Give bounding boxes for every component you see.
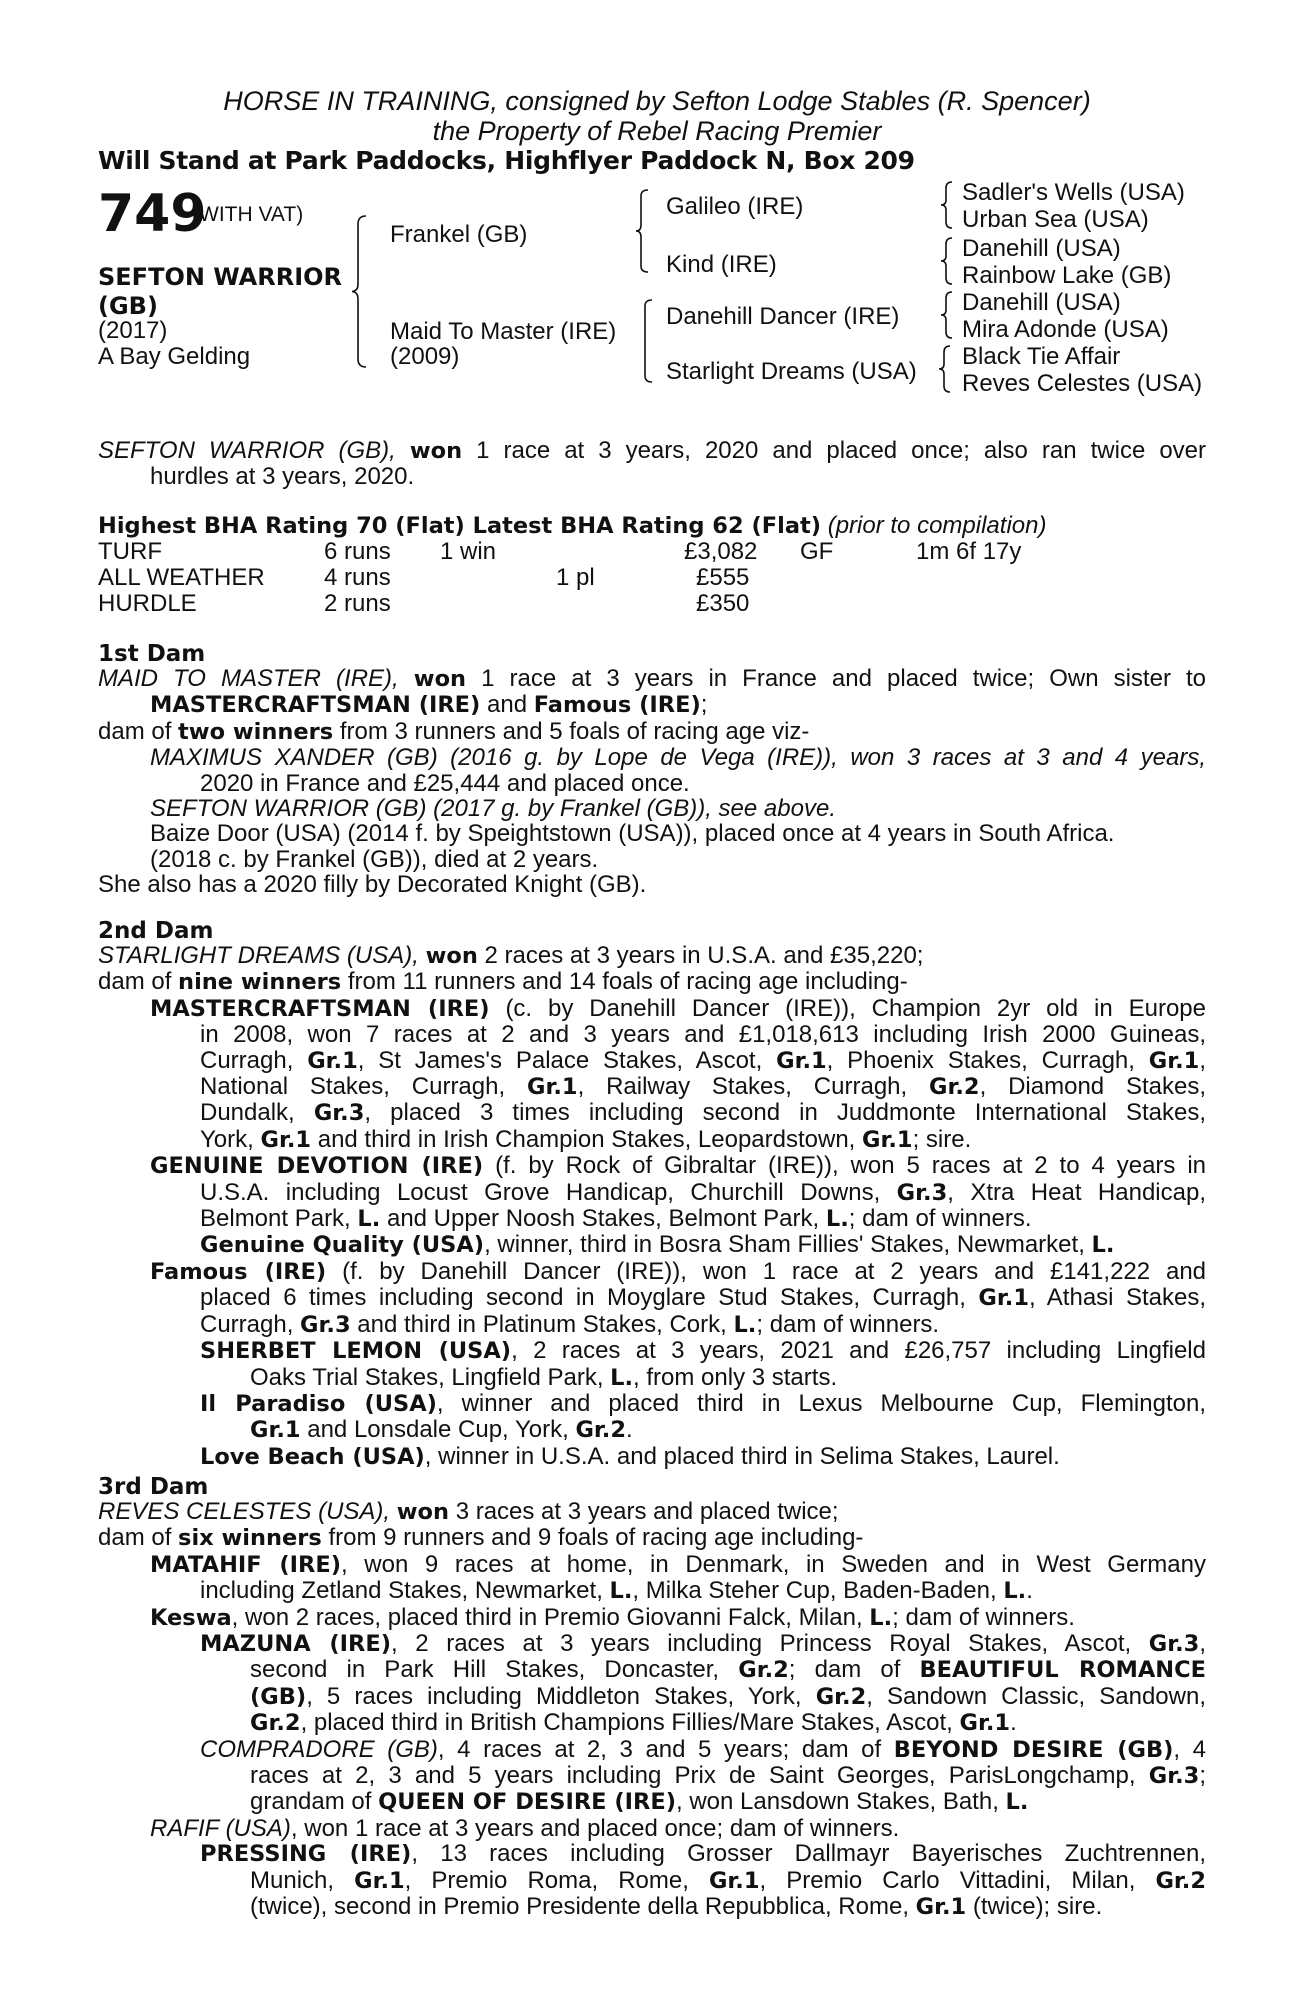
text-run: , placed 3 times including second in Juddmonte International Stakes,	[364, 1099, 1206, 1127]
first-dam-heading: 1st Dam	[98, 641, 206, 667]
row-hurdle-runs: 2 runs	[324, 590, 391, 617]
horse-name-line1: SEFTON WARRIOR	[98, 263, 343, 291]
text-run: SEFTON WARRIOR (GB) (2017 g. by Frankel (GB)), see above.	[150, 795, 836, 823]
text-run: and third in Platinum Stakes, Cork,	[357, 1310, 727, 1338]
text-line	[98, 796, 1206, 821]
text-run: MAXIMUS XANDER (GB) (2016 g. by Lope de Vega (IRE)), won 3 races at 3 and 4 years,	[150, 744, 1206, 772]
second-dam-heading: 2nd Dam	[98, 918, 214, 944]
horse-name	[98, 263, 368, 321]
text-run: , won Lansdown Stakes, Bath,	[676, 1788, 999, 1816]
text-run: (twice); sire.	[972, 1893, 1103, 1921]
pedigree-g6: Mira Adonde (USA)	[962, 316, 1169, 343]
text-run: Dundalk,	[200, 1099, 295, 1127]
text-run: dam of	[98, 1524, 172, 1552]
text-line	[98, 692, 1206, 718]
text-run: 1 race at 3 years in France and placed twice; Own sister to	[481, 665, 1207, 692]
pedigree-g2: Urban Sea (USA)	[962, 206, 1149, 233]
text-run: Belmont Park,	[200, 1205, 351, 1233]
text-run: second in Park Hill Stakes, Doncaster,	[250, 1656, 720, 1684]
text-run: ;	[700, 691, 708, 719]
text-run: Famous (IRE)	[150, 1258, 327, 1285]
text-line	[98, 1127, 1206, 1153]
text-run: L.	[1005, 1789, 1029, 1816]
text-line	[98, 1868, 1206, 1894]
text-run: , 2 races at 3 years, 2021 and £26,757 including Lingfield	[511, 1337, 1206, 1365]
row-turf-distance: 1m 6f 17y	[916, 538, 1022, 565]
text-run: ,	[1199, 1630, 1206, 1658]
text-run: L.	[609, 1578, 633, 1605]
text-run: , Railway Stakes, Curragh,	[577, 1073, 908, 1101]
text-run: MAID TO MASTER (IRE),	[98, 665, 399, 692]
horse-year: (2017)	[98, 317, 168, 344]
text-run: , Athasi Stakes,	[1028, 1284, 1207, 1312]
text-run: Gr.1	[915, 1894, 967, 1921]
text-run: MATAHIF (IRE)	[150, 1551, 342, 1578]
row-turf-going: GF	[800, 538, 834, 565]
race-summary	[98, 438, 1206, 490]
text-line	[98, 1631, 1206, 1657]
text-run: Gr.2	[1155, 1867, 1207, 1894]
row-turf-prize: £3,082	[684, 538, 758, 565]
text-run: from 3 runners and 5 foals of racing age viz-	[339, 717, 810, 745]
text-run: L.	[1091, 1232, 1115, 1259]
text-run: ; dam of	[788, 1656, 901, 1684]
text-run: .	[1010, 1709, 1017, 1737]
text-run: and Upper Noosh Stakes, Belmont Park,	[386, 1205, 820, 1233]
stand-location: Will Stand at Park Paddocks, Highflyer Paddock N, Box 209	[98, 146, 915, 175]
text-run: STARLIGHT DREAMS (USA),	[98, 942, 419, 969]
text-line	[98, 1578, 1206, 1604]
text-run: , 2 races at 3 years including Princess Royal Stakes, Ascot,	[391, 1630, 1132, 1658]
text-run: Gr.3	[313, 1100, 365, 1127]
text-run: (twice), second in Premio Presidente della Repubblica, Rome,	[250, 1893, 909, 1921]
pedigree-brace-g56	[940, 290, 960, 340]
text-run: ; dam of winners.	[848, 1205, 1032, 1233]
text-line	[98, 1048, 1206, 1074]
pedigree-brace-g78	[938, 344, 958, 394]
text-run: Gr.2	[250, 1710, 301, 1737]
pedigree-g1: Sadler's Wells (USA)	[962, 179, 1185, 206]
third-dam-text	[98, 1499, 1206, 1921]
text-run: , Diamond Stakes,	[979, 1073, 1207, 1101]
text-run: PRESSING (IRE)	[200, 1841, 412, 1868]
pedigree-brace-g34	[940, 236, 960, 286]
text-run: Famous (IRE)	[533, 692, 701, 719]
row-turf-surface: TURF	[98, 538, 162, 565]
text-line	[98, 719, 1206, 745]
text-line	[98, 1365, 1206, 1391]
text-line	[98, 1074, 1206, 1100]
text-run: Gr.2	[738, 1657, 789, 1684]
text-run: Gr.1	[862, 1126, 913, 1153]
text-run: SEFTON WARRIOR (GB),	[98, 437, 396, 464]
pedigree-g7: Black Tie Affair	[962, 343, 1121, 370]
pedigree-dam-year: (2009)	[390, 343, 460, 370]
third-dam-heading: 3rd Dam	[98, 1474, 209, 1500]
text-run: Curragh,	[200, 1046, 294, 1074]
row-turf-wins: 1 win	[440, 538, 497, 565]
text-run: ; sire.	[912, 1125, 972, 1153]
text-run: Gr.3	[1148, 1763, 1200, 1790]
text-run: , Premio Carlo Vittadini, Milan,	[759, 1866, 1136, 1894]
text-run: Gr.1	[527, 1074, 578, 1101]
text-run: BEAUTIFUL ROMANCE	[919, 1657, 1206, 1684]
text-run: ; dam of winners.	[756, 1310, 940, 1338]
text-run: L.	[869, 1604, 893, 1631]
pedigree-sire-dam: Kind (IRE)	[666, 251, 777, 278]
text-run: , 4	[1173, 1735, 1206, 1763]
text-run: Gr.3	[300, 1311, 351, 1338]
text-run: Curragh,	[200, 1310, 294, 1338]
text-run: Gr.1	[776, 1047, 827, 1074]
text-run: York,	[200, 1125, 254, 1153]
text-run: , won 2 races, placed third in Premio Giovanni Falck, Milan,	[231, 1603, 863, 1631]
text-run: 1 race at 3 years, 2020 and placed once; also ran twice over	[476, 437, 1207, 464]
text-line	[98, 1417, 1206, 1443]
text-run: won	[413, 666, 467, 692]
text-run: MASTERCRAFTSMAN (IRE)	[150, 995, 490, 1022]
pedigree-dam: Maid To Master (IRE)	[390, 318, 617, 345]
text-run: Gr.3	[1148, 1631, 1200, 1658]
text-run: , winner in U.S.A. and placed third in Selima Stakes, Laurel.	[424, 1442, 1060, 1470]
text-line	[98, 969, 1206, 995]
text-line	[98, 1259, 1206, 1285]
row-turf-runs: 6 runs	[324, 538, 391, 565]
text-run: MAZUNA (IRE)	[200, 1631, 392, 1658]
text-run: BEYOND DESIRE (GB)	[893, 1736, 1174, 1763]
text-run: (GB)	[250, 1683, 307, 1710]
text-run: GENUINE DEVOTION (IRE)	[150, 1153, 484, 1180]
text-run: Gr.2	[929, 1074, 980, 1101]
lot-number: 749	[98, 184, 207, 244]
text-run: two winners	[178, 718, 334, 745]
text-run: Love Beach (USA)	[200, 1443, 425, 1470]
text-line: Baize Door (USA) (2014 f. by Speightstown (USA)), placed once at 4 years in South Africa.	[150, 820, 1115, 848]
text-run: Gr.3	[896, 1179, 948, 1206]
text-run: six winners	[178, 1525, 322, 1552]
text-run: 2 races at 3 years in U.S.A. and £35,220;	[484, 942, 924, 969]
text-run: 3 races at 3 years and placed twice;	[455, 1498, 839, 1525]
horse-name-line2: (GB)	[98, 292, 158, 320]
pedigree-g5: Danehill (USA)	[962, 289, 1121, 316]
text-line	[98, 666, 1206, 692]
pedigree-sire: Frankel (GB)	[390, 221, 528, 248]
text-line	[98, 1180, 1206, 1206]
text-line	[98, 1338, 1206, 1364]
text-line	[98, 1894, 1206, 1920]
text-run: , 5 races including Middleton Stakes, York,	[306, 1682, 802, 1710]
text-line	[98, 943, 1206, 969]
text-run: and third in Irish Champion Stakes, Leopardstown,	[317, 1125, 856, 1153]
text-run: Gr.1	[260, 1126, 312, 1153]
text-line	[98, 438, 1206, 464]
pedigree-brace-g12	[940, 180, 960, 230]
vat-note: (WITH VAT)	[192, 203, 304, 226]
header-property: the Property of Rebel Racing Premier	[432, 116, 882, 146]
pedigree-brace-sire	[636, 188, 660, 274]
row-aw-runs: 4 runs	[324, 564, 391, 591]
text-run: , from only 3 starts.	[633, 1363, 838, 1391]
text-line	[98, 1285, 1206, 1311]
text-line	[98, 1763, 1206, 1789]
text-line: She also has a 2020 filly by Decorated Knight (GB).	[98, 871, 647, 899]
text-line	[98, 1312, 1206, 1338]
text-line	[98, 1710, 1206, 1736]
text-line	[98, 1499, 1206, 1525]
text-run: races at 2, 3 and 5 years including Prix de Saint Georges, ParisLongchamp,	[250, 1762, 1136, 1790]
text-line	[98, 1232, 1206, 1258]
text-run: , Milka Steher Cup, Baden-Baden,	[632, 1577, 997, 1605]
text-run: Gr.1	[250, 1417, 301, 1444]
text-line	[98, 1657, 1206, 1683]
text-line	[98, 996, 1206, 1022]
pedigree-brace-dam	[640, 298, 664, 384]
text-line	[98, 1816, 1206, 1841]
text-run: , winner and placed third in Lexus Melbourne Cup, Flemington,	[436, 1389, 1206, 1417]
text-run: QUEEN OF DESIRE (IRE)	[378, 1789, 676, 1816]
text-run: L.	[733, 1311, 757, 1338]
row-aw-surface: ALL WEATHER	[98, 564, 265, 591]
text-run: Gr.2	[815, 1683, 867, 1710]
text-run: Keswa	[150, 1604, 232, 1631]
row-aw-placed: 1 pl	[556, 564, 595, 591]
text-run: , 4 races at 2, 3 and 5 years; dam of	[437, 1735, 882, 1763]
text-run: from 9 runners and 9 foals of racing age including-	[328, 1524, 864, 1552]
text-run: Genuine Quality (USA)	[200, 1232, 485, 1259]
text-run: Munich,	[250, 1866, 335, 1894]
text-run: dam of	[98, 717, 172, 745]
text-line: hurdles at 3 years, 2020.	[150, 463, 415, 491]
pedigree-g8: Reves Celestes (USA)	[962, 370, 1203, 397]
header-consignor: HORSE IN TRAINING, consigned by Sefton Lodge Stables (R. Spencer)	[223, 86, 1091, 116]
text-run: L.	[1003, 1578, 1027, 1605]
text-run: COMPRADORE (GB)	[200, 1735, 438, 1763]
text-run: ;	[1199, 1762, 1207, 1790]
text-run: , Phoenix Stakes, Curragh,	[826, 1046, 1135, 1074]
pedigree-dam-dam: Starlight Dreams (USA)	[666, 358, 917, 385]
text-run: Highest BHA Rating 70 (Flat) Latest BHA Rating 62 (Flat)	[98, 513, 822, 539]
text-run: U.S.A. including Locust Grove Handicap, Churchill Downs,	[200, 1178, 881, 1206]
text-line: 2020 in France and £25,444 and placed once.	[200, 769, 690, 797]
text-run: (f. by Rock of Gibraltar (IRE)), won 5 races at 2 to 4 years in	[495, 1152, 1207, 1180]
text-run: Il Paradiso (USA)	[200, 1390, 437, 1417]
text-run: , placed third in British Champions Fillies/Mare Stakes, Ascot,	[300, 1709, 953, 1737]
text-run: MASTERCRAFTSMAN (IRE)	[150, 692, 481, 719]
text-run: from 11 runners and 14 foals of racing age including-	[347, 968, 908, 996]
text-run: Gr.1	[959, 1710, 1011, 1737]
text-line	[98, 1444, 1206, 1470]
text-run: and Lonsdale Cup, York,	[307, 1416, 569, 1444]
text-run: .	[626, 1416, 633, 1444]
text-line	[98, 1684, 1206, 1710]
text-line	[98, 1525, 1206, 1551]
pedigree-g3: Danehill (USA)	[962, 235, 1121, 262]
text-run: grandam of	[250, 1788, 372, 1816]
text-line	[98, 1206, 1206, 1232]
text-run: , Premio Roma, Rome,	[404, 1866, 689, 1894]
second-dam-text	[98, 943, 1206, 1470]
text-run: Gr.1	[354, 1867, 405, 1894]
text-run: L.	[610, 1364, 634, 1391]
text-run: Oaks Trial Stakes, Lingfield Park,	[250, 1363, 604, 1391]
horse-description: A Bay Gelding	[98, 343, 251, 370]
pedigree-brace-main	[352, 214, 382, 369]
text-run: Gr.1	[307, 1047, 358, 1074]
text-line	[98, 1789, 1206, 1815]
pedigree-g4: Rainbow Lake (GB)	[962, 262, 1172, 289]
text-run: ,	[1199, 1046, 1207, 1074]
text-run: RAFIF (USA)	[150, 1814, 291, 1842]
text-run: Gr.2	[575, 1417, 627, 1444]
text-run: , won 9 races at home, in Denmark, in Sweden and in West Germany	[341, 1550, 1206, 1578]
text-line: in 2008, won 7 races at 2 and 3 years and £1,018,613 including Irish 2000 Guineas,	[200, 1021, 1206, 1049]
text-run: (c. by Danehill Dancer (IRE)), Champion 2yr old in Europe	[505, 994, 1206, 1022]
text-line	[98, 1552, 1206, 1578]
text-run: Gr.1	[708, 1867, 760, 1894]
text-run: dam of	[98, 968, 172, 996]
text-run: , won 1 race at 3 years and placed once; dam of winners.	[290, 1814, 900, 1842]
text-run: won	[409, 438, 463, 464]
text-run: , winner, third in Bosra Sham Fillies' Stakes, Newmarket,	[484, 1231, 1085, 1259]
row-aw-prize: £555	[696, 564, 750, 591]
text-line	[98, 1391, 1206, 1417]
text-line: (2018 c. by Frankel (GB)), died at 2 years.	[150, 845, 599, 873]
text-line	[98, 1737, 1206, 1763]
text-run: , Sandown Classic, Sandown,	[866, 1682, 1206, 1710]
text-line	[98, 1605, 1206, 1631]
text-run: , 13 races including Grosser Dallmayr Bayerisches Zuchtrennen,	[411, 1840, 1206, 1868]
text-run: L.	[825, 1206, 849, 1233]
text-run: .	[1026, 1577, 1033, 1605]
text-run: (f. by Danehill Dancer (IRE)), won 1 race at 2 years and £141,222 and	[342, 1257, 1207, 1285]
text-run: won	[425, 943, 478, 969]
row-hurdle-surface: HURDLE	[98, 590, 197, 617]
text-run: , Xtra Heat Handicap,	[947, 1178, 1206, 1206]
first-dam-text	[98, 666, 1206, 898]
text-run: placed 6 times including second in Moyglare Stud Stakes, Curragh,	[200, 1284, 966, 1312]
text-run: REVES CELESTES (USA),	[98, 1498, 391, 1525]
bha-ratings	[98, 513, 1046, 539]
text-run: L.	[357, 1206, 381, 1233]
text-line	[98, 1153, 1206, 1179]
text-run: (prior to compilation)	[827, 512, 1047, 539]
text-run: including Zetland Stakes, Newmarket,	[200, 1577, 603, 1605]
text-line	[98, 745, 1206, 770]
row-hurdle-prize: £350	[696, 590, 750, 617]
pedigree-dam-sire: Danehill Dancer (IRE)	[666, 303, 900, 330]
pedigree-sire-sire: Galileo (IRE)	[666, 193, 804, 220]
text-run: won	[396, 1499, 450, 1525]
text-run: National Stakes, Curragh,	[200, 1073, 506, 1101]
text-run: Gr.1	[978, 1285, 1029, 1312]
text-run: , St James's Palace Stakes, Ascot,	[357, 1046, 763, 1074]
text-run: Gr.1	[1148, 1047, 1200, 1074]
text-run: ; dam of winners.	[892, 1603, 1075, 1631]
text-run: SHERBET LEMON (USA)	[200, 1338, 512, 1365]
text-line	[98, 1100, 1206, 1126]
text-run: nine winners	[178, 969, 342, 996]
text-run: and	[487, 691, 528, 719]
text-line	[98, 1841, 1206, 1867]
